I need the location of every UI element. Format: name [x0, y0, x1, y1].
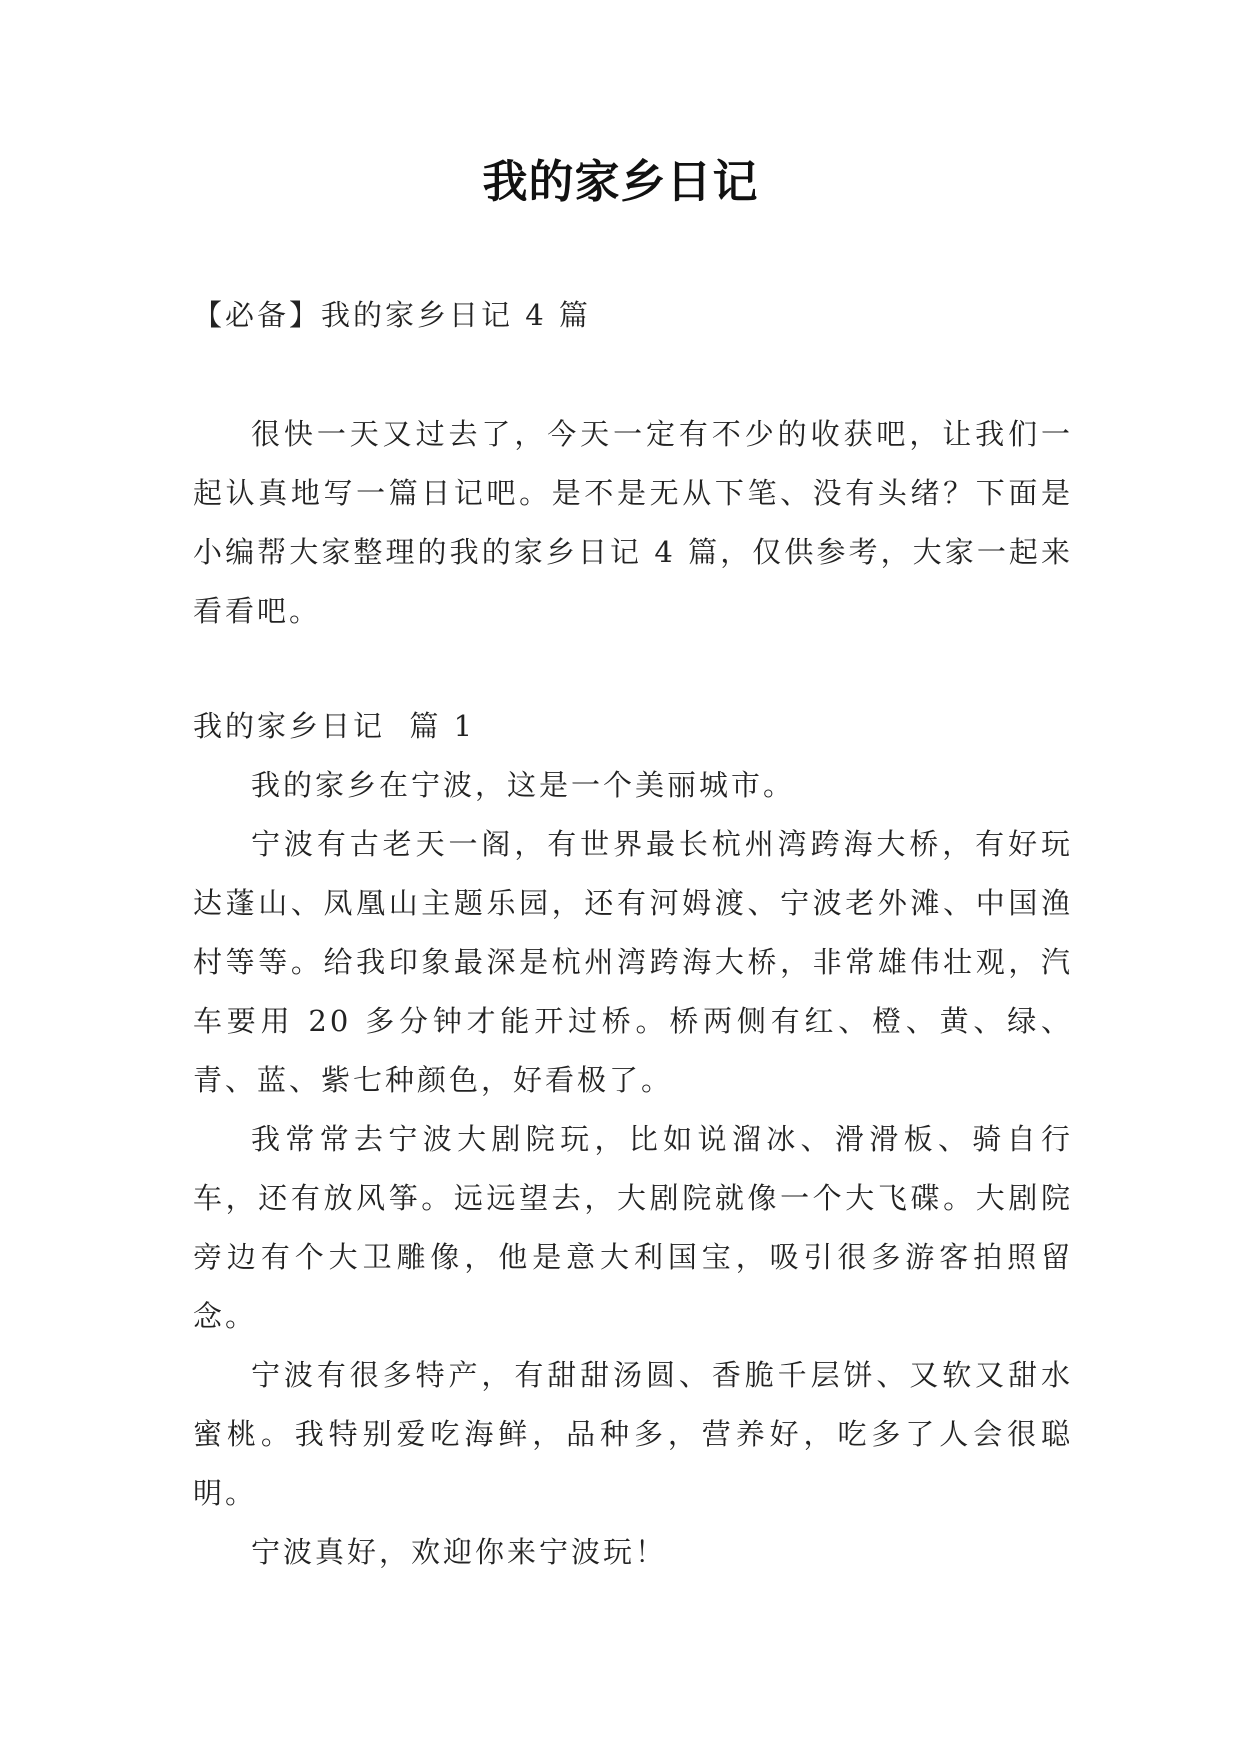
- document-title: 我的家乡日记: [482, 155, 759, 208]
- paragraph-2: 宁波有古老天一阁，有世界最长杭州湾跨海大桥，有好玩达蓬山、凤凰山主题乐园，还有河姆渡、宁波老外滩、中国渔村等等。给我印象最深是杭州湾跨海大桥，非常雄伟壮观，汽车要用 20 多分钟才能开过桥。桥两侧有红、橙、黄、绿、青、蓝、紫七种颜色，好看极了。: [193, 827, 1073, 1097]
- section-heading: 我的家乡日记 篇 1: [193, 709, 476, 743]
- intro-paragraph: 很快一天又过去了，今天一定有不少的收获吧，让我们一起认真地写一篇日记吧。是不是无从下笔、没有头绪？下面是小编帮大家整理的我的家乡日记 4 篇，仅供参考，大家一起来看看吧。: [193, 417, 1073, 628]
- document-subtitle: 【必备】我的家乡日记 4 篇: [193, 298, 591, 332]
- paragraph-4: 宁波有很多特产，有甜甜汤圆、香脆千层饼、又软又甜水蜜桃。我特别爱吃海鲜，品种多，营养好，吃多了人会很聪明。: [193, 1358, 1073, 1510]
- intro-block: [193, 405, 1073, 641]
- paragraph-5: 宁波真好，欢迎你来宁波玩！: [251, 1535, 668, 1569]
- section-1: [193, 697, 1073, 1582]
- paragraph-3: 我常常去宁波大剧院玩，比如说溜冰、滑滑板、骑自行车，还有放风筝。远远望去，大剧院就像一个大飞碟。大剧院旁边有个大卫雕像，他是意大利国宝，吸引很多游客拍照留念。: [193, 1122, 1073, 1333]
- paragraph-1: 我的家乡在宁波，这是一个美丽城市。: [251, 768, 796, 802]
